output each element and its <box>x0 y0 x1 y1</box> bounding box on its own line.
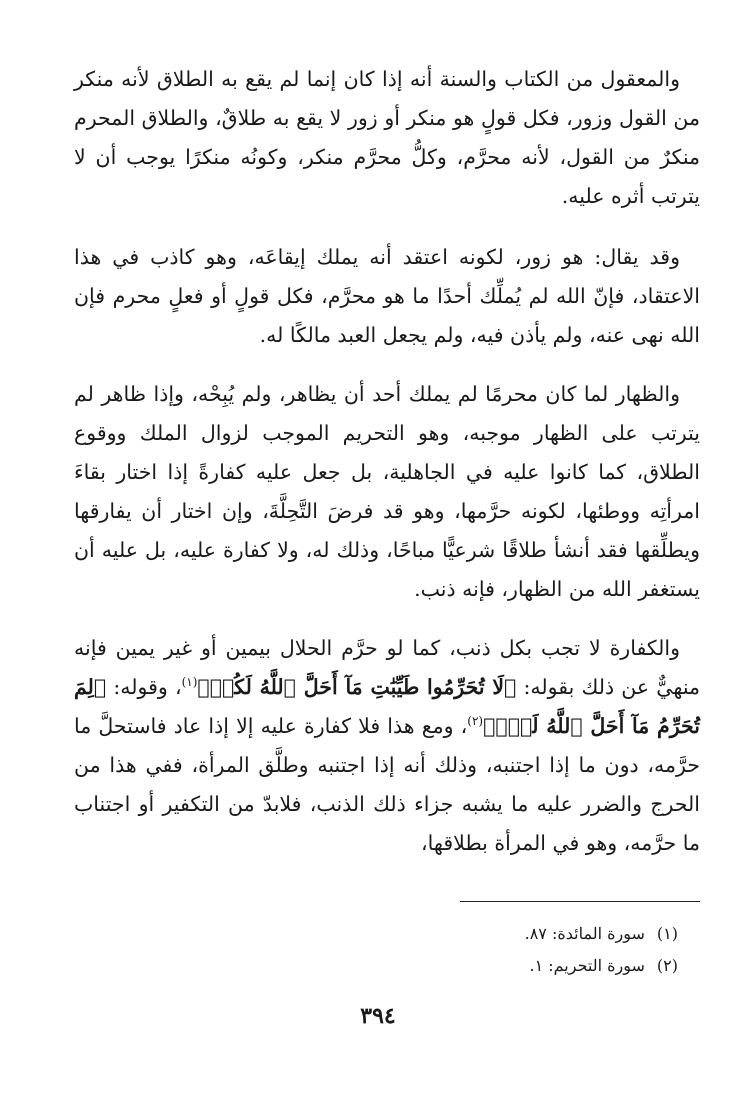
footnote-ref-2: (٢) <box>467 714 484 729</box>
paragraph-4-text-1: والكفارة لا تجب بكل ذنب، كما لو حرَّم الحلال بيمين أو غير يمين فإنه منهيٌّ عن ذلك بقوله: <box>74 636 700 699</box>
footnote-1-text: سورة المائدة: ٨٧. <box>524 924 645 943</box>
footnotes <box>74 918 678 982</box>
page-body <box>74 60 700 883</box>
quran-verse-2: ﴿لِمَ تُحَرِّمُ مَآ أَحَلَّ ٱللَّهُ لَكَۖ﴾ <box>74 675 700 738</box>
paragraph-4-text-2: ، وقوله: <box>106 675 182 699</box>
paragraph-4 <box>74 629 700 863</box>
paragraph-4-text-3: ، ومع هذا فلا كفارة عليه إلا إذا عاد فاستحلَّ ما حرَّمه، دون ما إذا اجتنبه، وذلك أنه إذا اجتنبه وطلَّق المرأة، ففي هذا من الحرج والضرر عليه ما يشبه جزاء ذلك الذنب، فلابدّ من التكفير أو اجتناب ما حرَّمه، وهو في المرأة بطلاقها، <box>74 714 700 855</box>
quran-verse-1: ﴿لَا تُحَرِّمُوا طَيِّبَٰتِ مَآ أَحَلَّ ٱللَّهُ لَكُمۡ﴾ <box>197 675 517 699</box>
footnote-2-text: سورة التحريم: ١. <box>529 956 645 975</box>
page-number: ٣٩٤ <box>360 1003 396 1029</box>
paragraph-2: وقد يقال: هو زور، لكونه اعتقد أنه يملك إيقاعَه، وهو كاذب في هذا الاعتقاد، فإنّ الله لم يُملِّك أحدًا ما هو محرَّم، فكل قولٍ أو فعلٍ محرم فإن الله نهى عنه، ولم يأذن فيه، ولم يجعل العبد مالكًا له. <box>74 245 700 347</box>
footnote-1-number: (١) <box>656 924 678 943</box>
footnote-ref-1: (١) <box>181 675 198 690</box>
footnote-1 <box>74 918 678 950</box>
footnote-divider <box>460 901 700 902</box>
paragraph-3: والظهار لما كان محرمًا لم يملك أحد أن يظاهر، ولم يُبِحْه، وإذا ظاهر لم يترتب على الظهار موجبه، وهو التحريم الموجب لزوال الملك ووقوع الطلاق، كما كانوا عليه في الجاهلية، بل جعل عليه كفارةً إذا اختار بقاءَ امرأتِه ووطئها، لكونه حرَّمها، وهو قد فرضَ التَّحِلَّةَ، وإن اختار أن يفارقها ويطلِّقها فقد أنشأ طلاقًا شرعيًّا مباحًا، وذلك له، ولا كفارة عليه، بل عليه أن يستغفر الله من الظهار، فإنه ذنب. <box>74 382 700 601</box>
footnote-2 <box>74 950 678 982</box>
footnote-2-number: (٢) <box>656 956 678 975</box>
paragraph-1: والمعقول من الكتاب والسنة أنه إذا كان إنما لم يقع به الطلاق لأنه منكر من القول وزور، فكل قولٍ هو منكر أو زور لا يقع به طلاقٌ، والطلاق المحرم منكرٌ من القول، لأنه محرَّم، وكلُّ محرَّم منكر، وكونُه منكرًا يوجب أن لا يترتب أثره عليه. <box>74 67 700 208</box>
